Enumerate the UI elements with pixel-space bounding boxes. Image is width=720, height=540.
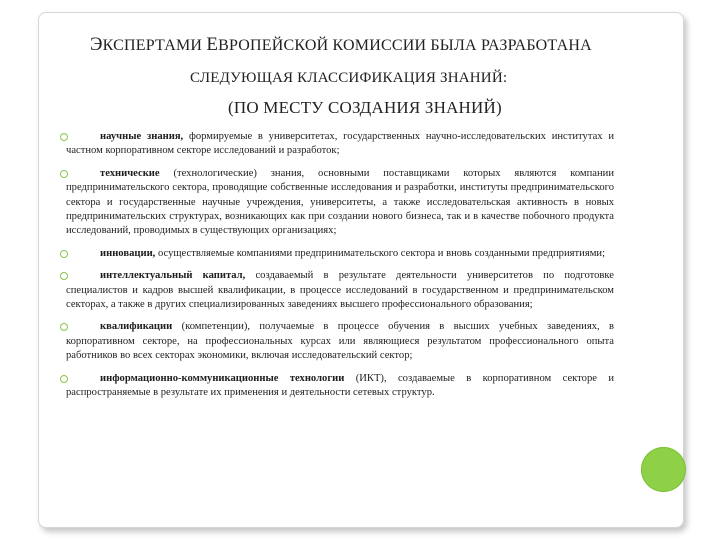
list-item	[66, 167, 614, 239]
list-item-term: технические	[100, 167, 160, 179]
list-item-term: квалификации	[100, 321, 173, 333]
list-item	[66, 269, 614, 312]
circle-bullet-icon	[60, 272, 68, 280]
list-item	[66, 130, 614, 159]
list-item	[66, 247, 614, 261]
list-item-text: формируемые в университетах, государственных научно-исследовательских институтах и частном корпоративном секторе исследований и разработок;	[66, 131, 614, 157]
list-item-term: информационно-коммуникационные технологии	[100, 372, 345, 384]
circle-bullet-icon	[60, 375, 68, 383]
list-item-text: (технологические) знания, основными поставщиками которых являются компании предпринимательского сектора, проводящие собственные исследования и разработки, институты предпринимательского сектора и государственные научные учреждения, университеты, а также исследовательская активность в новых предпринимательских структурах, возникающих как при создании нового бизнеса, так и в качестве побочного продукта исследований, проводимых в существующих организациях;	[66, 167, 614, 237]
list-item-text: создаваемый в результате деятельности университетов по подготовке специалистов и кадров высшей квалификации, в процессе исследований в государственном и предпринимательском секторах, а также в других специализированных заведениях высшего профессионального образования;	[66, 270, 614, 311]
classification-list	[66, 130, 614, 409]
circle-bullet-icon	[60, 250, 68, 258]
list-item-text: (компетенции), получаемые в процессе обучения в высших учебных заведениях, в корпоративном секторе, на профессиональных курсах или являющиеся результатом профессионального опыта работников во всех секторах экономики, включая исследовательский сектор;	[66, 321, 614, 362]
list-item	[66, 372, 614, 401]
list-item-text: осуществляемые компаниями предпринимательского сектора и вновь созданными предприятиями;	[155, 247, 606, 259]
title-rest-1: КСПЕРТАМИ	[102, 37, 207, 54]
title-line-3: (ПО МЕСТУ СОЗДАНИЯ ЗНАНИЙ)	[228, 98, 502, 117]
list-item	[66, 320, 614, 363]
title-line-1	[90, 34, 592, 56]
list-item-term: инновации,	[100, 247, 156, 259]
title-cap-1: Э	[90, 34, 103, 55]
list-item-text: (ИКТ), создаваемые в корпоративном секторе и распространяемые в результате их применения и деятельности сетевых структур.	[66, 372, 614, 399]
green-circle-decoration	[641, 447, 686, 492]
list-item-term: интеллектуальный капитал,	[100, 270, 246, 282]
title-line-2: СЛЕДУЮЩАЯ КЛАССИФИКАЦИЯ ЗНАНИЙ:	[190, 70, 508, 86]
title-cap-2: Е	[206, 34, 219, 55]
circle-bullet-icon	[60, 323, 68, 331]
circle-bullet-icon	[60, 170, 68, 178]
list-item-term: научные знания,	[100, 131, 184, 142]
title-rest-2: ВРОПЕЙСКОЙ КОМИССИИ БЫЛА РАЗРАБОТАНА	[218, 37, 592, 54]
circle-bullet-icon	[60, 133, 68, 141]
